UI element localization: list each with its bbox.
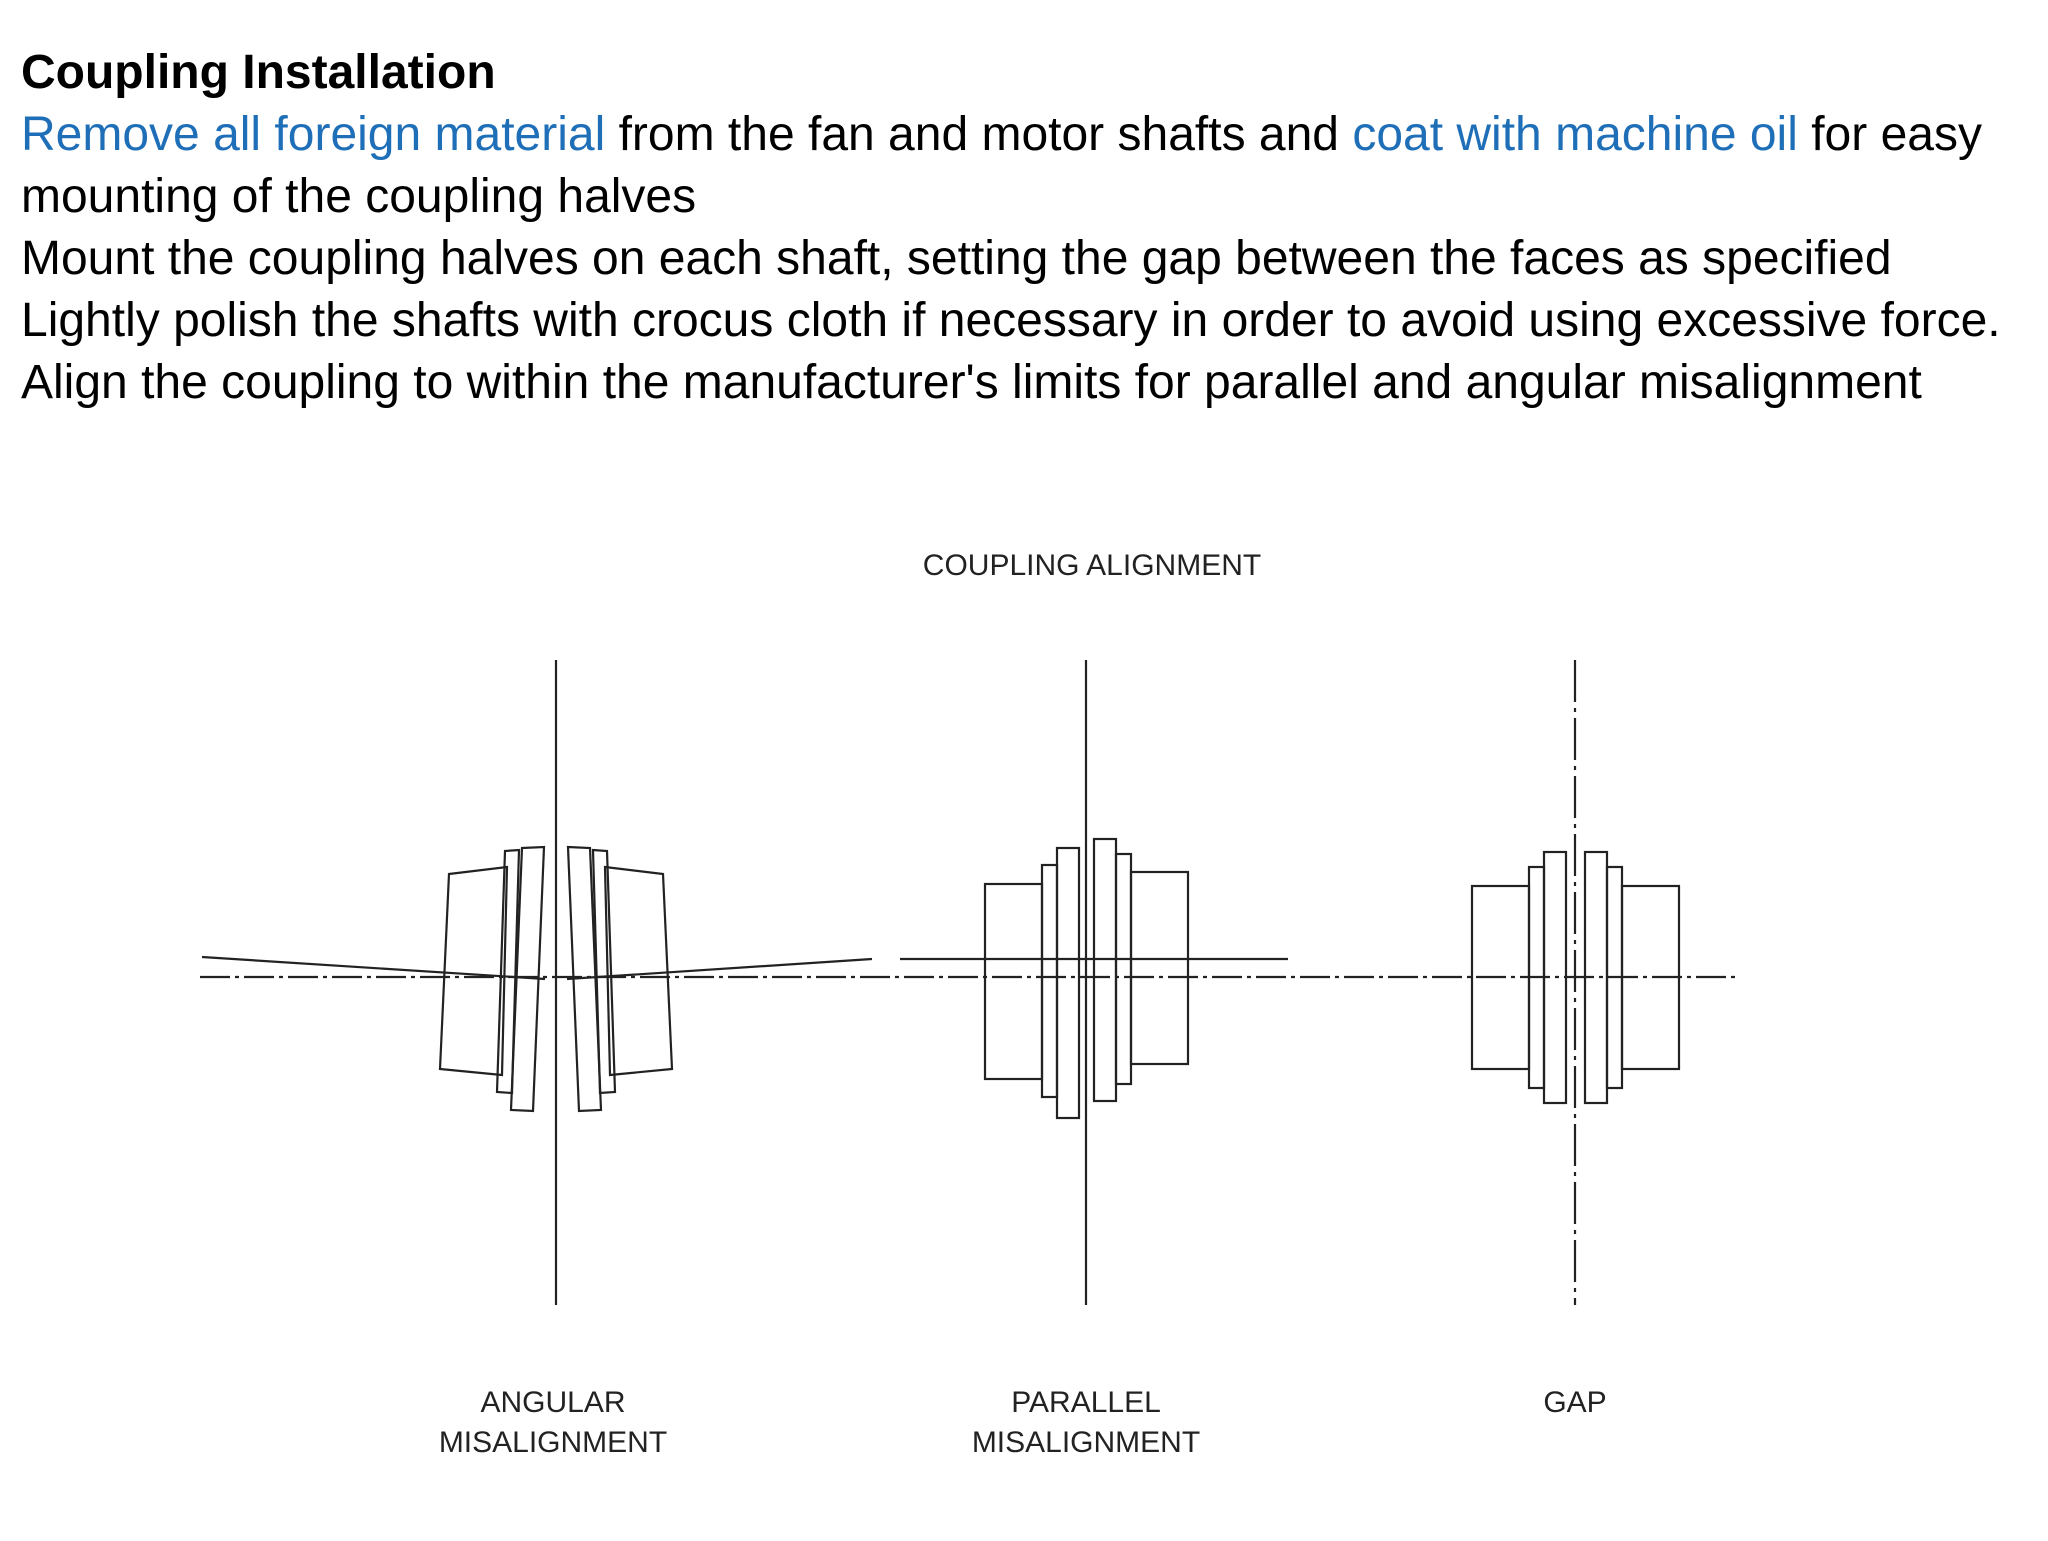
instruction-remove-and-coat	[21, 104, 2031, 228]
parallel-left-flange-inner	[1057, 848, 1079, 1118]
instruction-text-part: from the fan and motor shafts and	[605, 108, 1353, 161]
highlight-remove-foreign-material: Remove all foreign material	[21, 108, 606, 161]
parallel-left-hub	[985, 884, 1042, 1079]
instruction-align-coupling: Align the coupling to within the manufacturer's limits for parallel and angular misalignment	[21, 356, 1922, 409]
angular-left-flange-inner	[511, 847, 544, 1111]
gap-label: GAP	[1543, 1386, 1607, 1419]
parallel-right-flange-outer	[1116, 854, 1131, 1084]
angular-misalignment-coupling	[202, 660, 872, 1305]
parallel-right-hub	[1131, 872, 1188, 1064]
parallel-misalignment-coupling	[900, 660, 1288, 1305]
page-title: Coupling Installation	[21, 46, 496, 99]
coupling-alignment-drawing	[0, 530, 2048, 1536]
angular-label-line1: ANGULAR	[480, 1386, 626, 1419]
angular-left-flange-outer	[497, 850, 519, 1093]
angular-label-line2: MISALIGNMENT	[438, 1426, 668, 1459]
instruction-mount-halves: Mount the coupling halves on each shaft, setting the gap between the faces as specified	[21, 232, 1892, 285]
angular-right-flange-outer	[593, 850, 615, 1093]
parallel-left-flange-outer	[1042, 865, 1057, 1097]
angular-right-hub	[605, 867, 672, 1075]
instruction-text-part: for easy mounting of the coupling halves	[21, 108, 1982, 223]
angular-left-shaft-axis	[202, 957, 545, 979]
highlight-coat-machine-oil: coat with machine oil	[1352, 108, 1798, 161]
parallel-label-line2: MISALIGNMENT	[971, 1426, 1201, 1459]
parallel-label-line1: PARALLEL	[1011, 1386, 1161, 1419]
instruction-text	[21, 42, 2031, 414]
angular-left-hub	[440, 867, 507, 1075]
gap-coupling	[1472, 660, 1679, 1305]
diagram-title: COUPLING ALIGNMENT	[922, 549, 1262, 582]
instruction-polish-shafts: Lightly polish the shafts with crocus cloth if necessary in order to avoid using excessive force.	[21, 294, 2001, 347]
coupling-alignment-diagram	[0, 530, 2048, 1536]
parallel-right-flange-inner	[1094, 839, 1116, 1101]
